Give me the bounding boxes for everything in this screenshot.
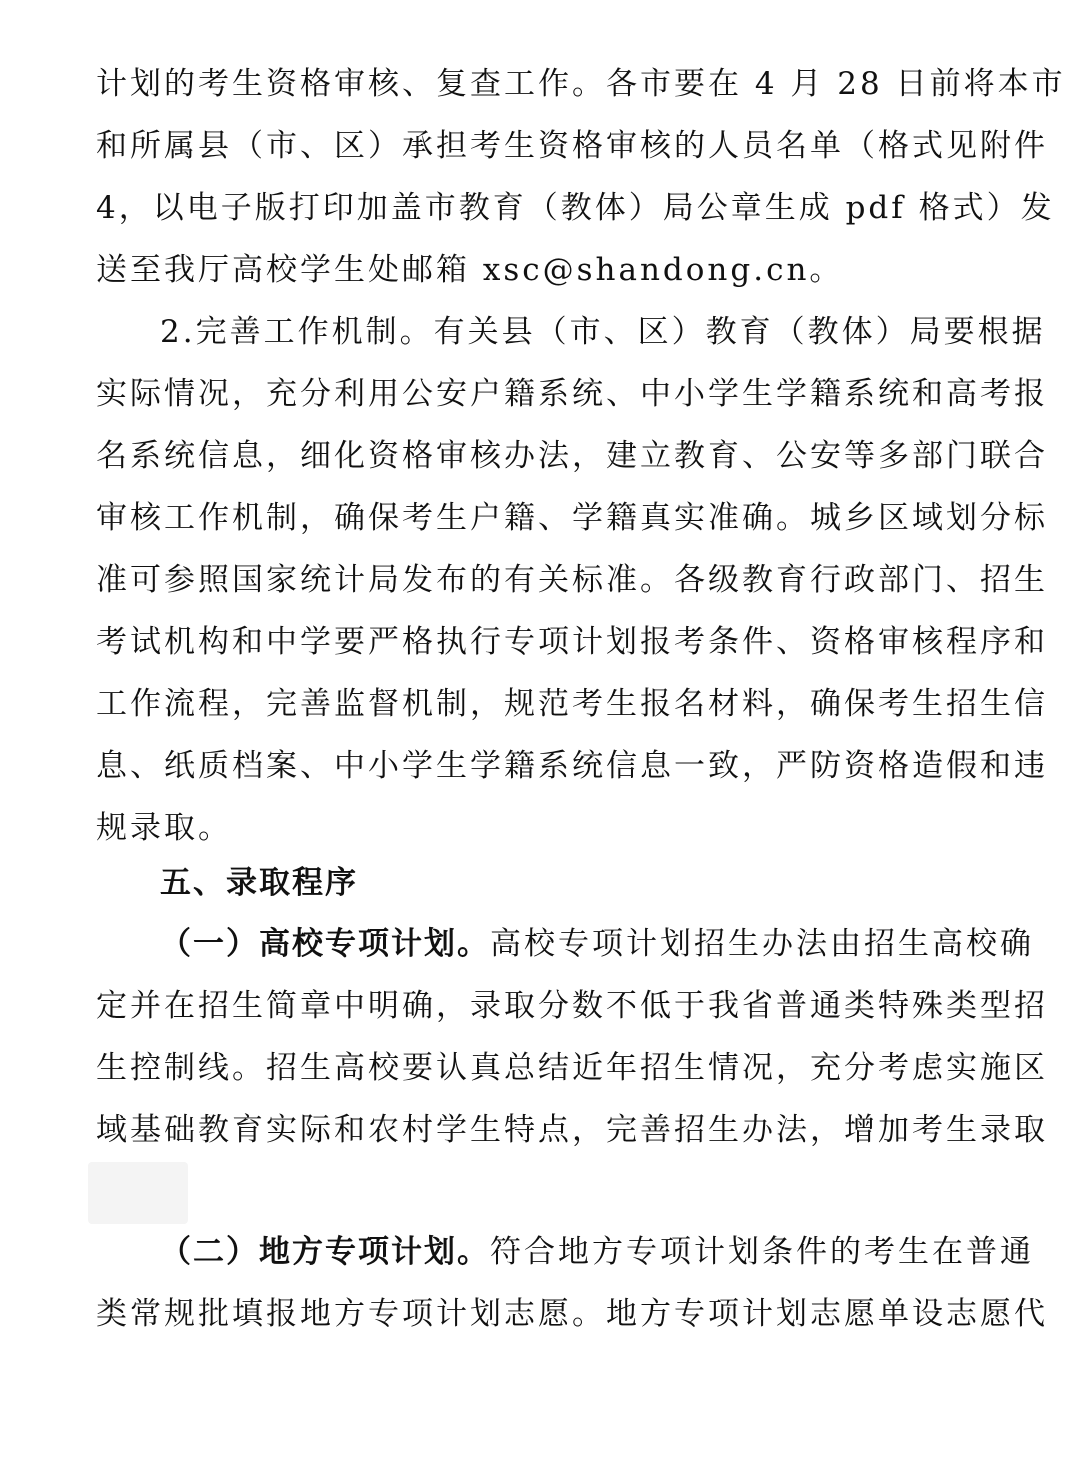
text-line: 准可参照国家统计局发布的有关标准。各级教育行政部门、招生	[96, 562, 1048, 598]
text-line	[96, 1221, 1034, 1283]
text-line: 实际情况，充分利用公安户籍系统、中小学生学籍系统和高考报	[96, 376, 1048, 412]
section-heading	[96, 852, 1026, 914]
text-line	[96, 913, 1034, 975]
text-line: 和所属县（市、区）承担考生资格审核的人员名单（格式见附件	[96, 128, 1048, 164]
paragraph-qualification-review	[96, 53, 1066, 301]
text-run: 高校专项计划招生办法由招生高校确	[490, 926, 1034, 962]
text-line: 类常规批填报地方专项计划志愿。地方专项计划志愿单设志愿代	[96, 1296, 1048, 1332]
text-line: 工作流程，完善监督机制，规范考生报名材料，确保考生招生信	[96, 686, 1048, 722]
text-line: 生控制线。招生高校要认真总结近年招生情况，充分考虑实施区	[96, 1050, 1048, 1086]
text-line: 4，以电子版打印加盖市教育（教体）局公章生成 pdf 格式）发	[96, 190, 1055, 226]
subsection-title: （一）高校专项计划。	[160, 926, 490, 962]
text-line: 域基础教育实际和农村学生特点，完善招生办法，增加考生录取	[96, 1112, 1048, 1148]
scan-smudge	[88, 1162, 188, 1224]
text-line: 名系统信息，细化资格审核办法，建立教育、公安等多部门联合	[96, 438, 1048, 474]
paragraph-local-plan	[96, 1221, 1048, 1345]
text-line: 息、纸质档案、中小学生学籍系统信息一致，严防资格造假和违	[96, 748, 1048, 784]
text-line: 送至我厅高校学生处邮箱 xsc@shandong.cn。	[96, 252, 844, 288]
text-run: 符合地方专项计划条件的考生在普通	[490, 1234, 1034, 1270]
text-line: 定并在招生简章中明确，录取分数不低于我省普通类特殊类型招	[96, 988, 1048, 1024]
text-line: 规录取。	[96, 810, 232, 846]
text-line: 2.完善工作机制。有关县（市、区）教育（教体）局要根据	[160, 314, 1046, 350]
text-line: 考试机构和中学要严格执行专项计划报考条件、资格审核程序和	[96, 624, 1048, 660]
text-line: 审核工作机制，确保考生户籍、学籍真实准确。城乡区域划分标	[96, 500, 1048, 536]
text-line: 计划的考生资格审核、复查工作。各市要在 4 月 28 日前将本市	[96, 66, 1066, 102]
paragraph-work-mechanism	[96, 301, 1048, 859]
paragraph-university-plan	[96, 913, 1048, 1161]
section-title: 五、录取程序	[160, 865, 358, 901]
subsection-title: （二）地方专项计划。	[160, 1234, 490, 1270]
